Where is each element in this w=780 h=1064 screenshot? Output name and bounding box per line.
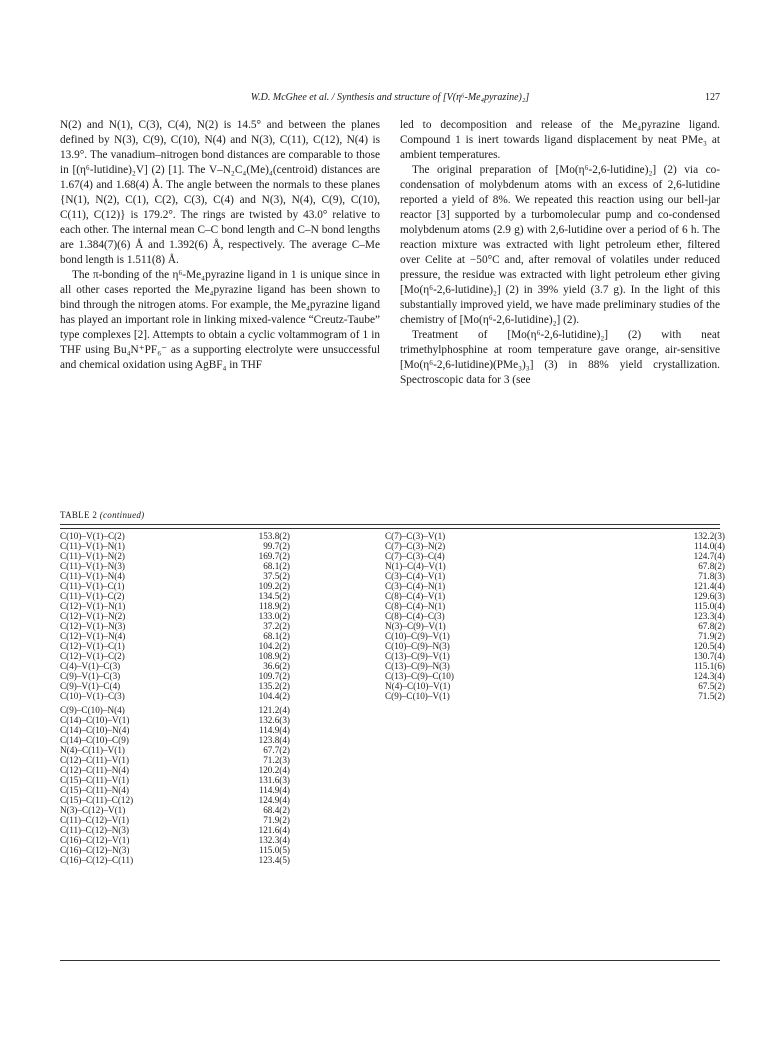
angle-value: 120.5(4): [693, 641, 725, 651]
paragraph: The original preparation of [Mo(η⁶-2,6-lutidine)₂] (2) via co-condensation of molybdenum atoms with an excess of 2,6-lutidine reported a yield of 8%. We repeated this reaction using our bell-jar reactor [3] supported by a turbomolecular pump and co-condensed molybdenum atoms (2.9 g) with 2,6-lutidine over a period of 6 h. The reaction mixture was extracted with light petroleum ether, filtered over Celite at −50°C and, after removal of volatiles under reduced pressure, the residue was extracted with light petroleum ether giving [Mo(η⁶-2,6-lutidine)₂] (2) in 39% yield (3.7 g). In the light of this substantially improved yield, we have made preliminary studies of the chemistry of [Mo(η⁶-2,6-lutidine)₂] (2).: [400, 164, 720, 326]
paragraph: The π-bonding of the η⁶-Me₄pyrazine ligand in 1 is unique since in all other cases reported the Me₄pyrazine ligand has been shown to bind through the nitrogen atoms. For example, the Me₄pyrazine ligand has played an important role in linking mixed-valence “Creutz-Taube” type complexes [2]. Attempts to obtain a cyclic voltammogram of 1 in THF using Bu₄N⁺PF₆⁻ as a supporting electrolyte were unsuccessful and chemical oxidation using AgBF₄ in THF: [60, 269, 380, 371]
table-row: [385, 571, 725, 581]
table-row: [385, 631, 725, 641]
table-row: [385, 551, 725, 561]
angle-value: 68.1(2): [263, 561, 290, 571]
angle-value: 67.8(2): [698, 621, 725, 631]
left-text-column: [60, 118, 380, 373]
angle-value: 123.4(5): [258, 855, 290, 865]
bond-angle-label: C(15)–C(11)–V(1): [60, 775, 130, 785]
angle-value: 124.9(4): [258, 795, 290, 805]
angle-value: 115.1(6): [693, 661, 725, 671]
bond-angle-label: C(11)–V(1)–N(3): [60, 561, 125, 571]
angle-value: 124.3(4): [693, 671, 725, 681]
table-row: [60, 835, 290, 845]
angle-value: 114.9(4): [258, 785, 290, 795]
table-row: [385, 641, 725, 651]
angle-value: 123.8(4): [258, 735, 290, 745]
table-row: [385, 561, 725, 571]
angle-value: 131.6(3): [258, 775, 290, 785]
bond-angle-label: C(13)–C(9)–C(10): [385, 671, 454, 681]
bond-angle-label: C(11)–C(12)–V(1): [60, 815, 130, 825]
bond-angle-label: C(11)–V(1)–C(2): [60, 591, 125, 601]
table-row: [60, 651, 290, 661]
table-row: [60, 561, 290, 571]
angle-value: 115.0(4): [693, 601, 725, 611]
bond-angle-label: C(12)–V(1)–C(2): [60, 651, 125, 661]
bond-angle-label: N(4)–C(10)–V(1): [385, 681, 451, 691]
bond-angle-label: C(4)–V(1)–C(3): [60, 661, 121, 671]
table-row: [60, 541, 290, 551]
angle-value: 130.7(4): [693, 651, 725, 661]
table-row: [60, 735, 290, 745]
angle-value: 132.3(4): [258, 835, 290, 845]
bond-angle-label: N(3)–C(9)–V(1): [385, 621, 446, 631]
table-top-rule: [60, 524, 720, 525]
angle-value: 115.0(5): [258, 845, 290, 855]
table-column-3: [385, 531, 725, 701]
table-row: [60, 845, 290, 855]
table-row: [385, 531, 725, 541]
table-row: [385, 621, 725, 631]
angle-value: 37.2(2): [263, 621, 290, 631]
table-row: [60, 825, 290, 835]
angle-value: 133.0(2): [258, 611, 290, 621]
table-row: [60, 671, 290, 681]
table-row: [385, 681, 725, 691]
table-row: [60, 705, 290, 715]
angle-value: 71.5(2): [698, 691, 725, 701]
bond-angle-label: C(7)–C(3)–N(2): [385, 541, 446, 551]
bond-angle-label: C(11)–V(1)–N(2): [60, 551, 125, 561]
angle-value: 37.5(2): [263, 571, 290, 581]
table-row: [385, 601, 725, 611]
table-row: [60, 681, 290, 691]
table-row: [60, 795, 290, 805]
angle-value: 153.8(2): [258, 531, 290, 541]
table-row: [60, 601, 290, 611]
bond-angle-label: C(14)–C(10)–N(4): [60, 725, 130, 735]
angle-value: 121.2(4): [258, 705, 290, 715]
page-number: 127: [705, 92, 720, 103]
bond-angle-label: C(9)–C(10)–V(1): [385, 691, 450, 701]
angle-value: 132.6(3): [258, 715, 290, 725]
bond-angle-label: C(11)–V(1)–C(1): [60, 581, 125, 591]
table-row: [60, 785, 290, 795]
table-column-2: [60, 705, 290, 865]
table-row: [60, 715, 290, 725]
angle-value: 129.6(3): [693, 591, 725, 601]
angle-value: 124.7(4): [693, 551, 725, 561]
bond-angle-label: C(16)–C(12)–N(3): [60, 845, 130, 855]
bond-angle-label: C(8)–C(4)–C(3): [385, 611, 445, 621]
table-row: [60, 775, 290, 785]
angle-value: 67.7(2): [263, 745, 290, 755]
right-text-column: [400, 118, 720, 388]
table-row: [385, 611, 725, 621]
bond-angle-label: C(11)–V(1)–N(4): [60, 571, 125, 581]
table-row: [60, 631, 290, 641]
bond-angle-label: C(3)–C(4)–N(1): [385, 581, 446, 591]
bond-angle-label: C(13)–C(9)–V(1): [385, 651, 450, 661]
angle-value: 71.9(2): [698, 631, 725, 641]
bond-angle-label: C(10)–V(1)–C(2): [60, 531, 125, 541]
angle-value: 134.5(2): [258, 591, 290, 601]
bond-angle-label: N(3)–C(12)–V(1): [60, 805, 126, 815]
angle-value: 68.4(2): [263, 805, 290, 815]
table-row: [60, 581, 290, 591]
table-bottom-rule: [60, 960, 720, 961]
table-row: [60, 611, 290, 621]
table-row: [385, 591, 725, 601]
running-title: W.D. McGhee et al. / Synthesis and structure of [V(η⁶-Me₄pyrazine)₂]: [250, 92, 530, 103]
angle-value: 123.3(4): [693, 611, 725, 621]
table-header-rule: [60, 528, 720, 529]
angle-value: 118.9(2): [258, 601, 290, 611]
table-row: [60, 765, 290, 775]
bond-angle-label: C(15)–C(11)–C(12): [60, 795, 134, 805]
angle-value: 169.7(2): [258, 551, 290, 561]
bond-angle-label: C(8)–C(4)–V(1): [385, 591, 446, 601]
table-row: [60, 571, 290, 581]
paragraph: N(2) and N(1), C(3), C(4), N(2) is 14.5° and between the planes defined by N(3), C(9), C(10), N(4) and N(3), C(11), C(12), N(4) is 13.9°. The vanadium–nitrogen bond distances are comparable to those in [(η⁶-lutidine)₂V] (2) [1]. The V–N₂C₄(Me)₄(centroid) distances are 1.67(4) and 1.68(4) Å. The angle between the normals to these planes {N(1), N(2), C(1), C(2), C(3), C(4) and N(3), N(4), C(9), C(10), C(11), C(12)} is 179.2°. The rings are twisted by 43.0° relative to each other. The internal mean C–C bond length and C–N bond lengths are 1.384(7)(6) Å and 1.392(6) Å, respectively. The average C–Me bond length is 1.511(8) Å.: [60, 119, 380, 266]
bond-angle-label: C(11)–V(1)–N(1): [60, 541, 125, 551]
running-header: [60, 92, 720, 106]
table-row: [60, 805, 290, 815]
angle-value: 109.7(2): [258, 671, 290, 681]
bond-angle-label: N(1)–C(4)–V(1): [385, 561, 446, 571]
bond-angle-label: C(8)–C(4)–N(1): [385, 601, 446, 611]
bond-angle-label: C(16)–C(12)–V(1): [60, 835, 130, 845]
angle-value: 114.9(4): [258, 725, 290, 735]
bond-angle-label: C(12)–C(11)–V(1): [60, 755, 130, 765]
bond-angle-label: C(3)–C(4)–V(1): [385, 571, 446, 581]
table-caption: [60, 510, 144, 520]
table-row: [385, 541, 725, 551]
table-row: [385, 661, 725, 671]
bond-angle-label: C(14)–C(10)–V(1): [60, 715, 130, 725]
angle-value: 36.6(2): [263, 661, 290, 671]
bond-angle-label: C(12)–V(1)–N(4): [60, 631, 126, 641]
table-row: [60, 661, 290, 671]
bond-angle-label: C(14)–C(10)–C(9): [60, 735, 129, 745]
angle-value: 109.2(2): [258, 581, 290, 591]
bond-angle-label: C(11)–C(12)–N(3): [60, 825, 130, 835]
angle-value: 104.4(2): [258, 691, 290, 701]
bond-angle-label: C(12)–C(11)–N(4): [60, 765, 130, 775]
table-caption-label: TABLE 2: [60, 510, 98, 520]
table-row: [60, 745, 290, 755]
table-row: [60, 691, 290, 701]
paragraph: led to decomposition and release of the Me₄pyrazine ligand. Compound 1 is inert towards ligand displacement by neat PMe₃ at ambient temperatures.: [400, 119, 720, 161]
table-row: [60, 551, 290, 561]
table-row: [385, 651, 725, 661]
bond-angle-label: C(10)–V(1)–C(3): [60, 691, 125, 701]
table-caption-continued: (continued): [99, 510, 145, 520]
bond-angle-label: C(7)–C(3)–V(1): [385, 531, 446, 541]
bond-angle-label: C(12)–V(1)–N(3): [60, 621, 126, 631]
table-row: [60, 591, 290, 601]
bond-angle-label: C(16)–C(12)–C(11): [60, 855, 134, 865]
bond-angle-label: C(10)–C(9)–N(3): [385, 641, 450, 651]
angle-value: 108.9(2): [258, 651, 290, 661]
angle-value: 104.2(2): [258, 641, 290, 651]
angle-value: 132.2(3): [693, 531, 725, 541]
bond-angle-label: C(9)–C(10)–N(4): [60, 705, 125, 715]
bond-angle-label: N(4)–C(11)–V(1): [60, 745, 125, 755]
table-row: [60, 855, 290, 865]
table-row: [385, 671, 725, 681]
table-row: [385, 581, 725, 591]
angle-value: 99.7(2): [263, 541, 290, 551]
bond-angle-label: C(9)–V(1)–C(4): [60, 681, 121, 691]
angle-value: 68.1(2): [263, 631, 290, 641]
angle-value: 67.8(2): [698, 561, 725, 571]
table-row: [385, 691, 725, 701]
angle-value: 121.4(4): [693, 581, 725, 591]
angle-value: 120.2(4): [258, 765, 290, 775]
angle-value: 71.8(3): [698, 571, 725, 581]
angle-value: 71.2(3): [263, 755, 290, 765]
bond-angle-label: C(7)–C(3)–C(4): [385, 551, 445, 561]
table-row: [60, 641, 290, 651]
paragraph: Treatment of [Mo(η⁶-2,6-lutidine)₂] (2) with neat trimethylphosphine at room temperature gave orange, air-sensitive [Mo(η⁶-2,6-lutidine)(PMe₃)₃] (3) in 88% yield crystallization. Spectroscopic data for 3 (see: [400, 329, 720, 386]
angle-value: 71.9(2): [263, 815, 290, 825]
table-row: [60, 755, 290, 765]
bond-angle-label: C(15)–C(11)–N(4): [60, 785, 130, 795]
bond-angle-label: C(13)–C(9)–N(3): [385, 661, 450, 671]
table-row: [60, 725, 290, 735]
angle-value: 114.0(4): [693, 541, 725, 551]
table-row: [60, 621, 290, 631]
bond-angle-label: C(12)–V(1)–C(1): [60, 641, 125, 651]
bond-angle-label: C(12)–V(1)–N(2): [60, 611, 126, 621]
table-row: [60, 815, 290, 825]
angle-value: 121.6(4): [258, 825, 290, 835]
table-column-1: [60, 531, 290, 701]
angle-value: 135.2(2): [258, 681, 290, 691]
bond-angle-label: C(10)–C(9)–V(1): [385, 631, 450, 641]
angle-value: 67.5(2): [698, 681, 725, 691]
bond-angle-label: C(12)–V(1)–N(1): [60, 601, 126, 611]
table-row: [60, 531, 290, 541]
bond-angle-label: C(9)–V(1)–C(3): [60, 671, 121, 681]
